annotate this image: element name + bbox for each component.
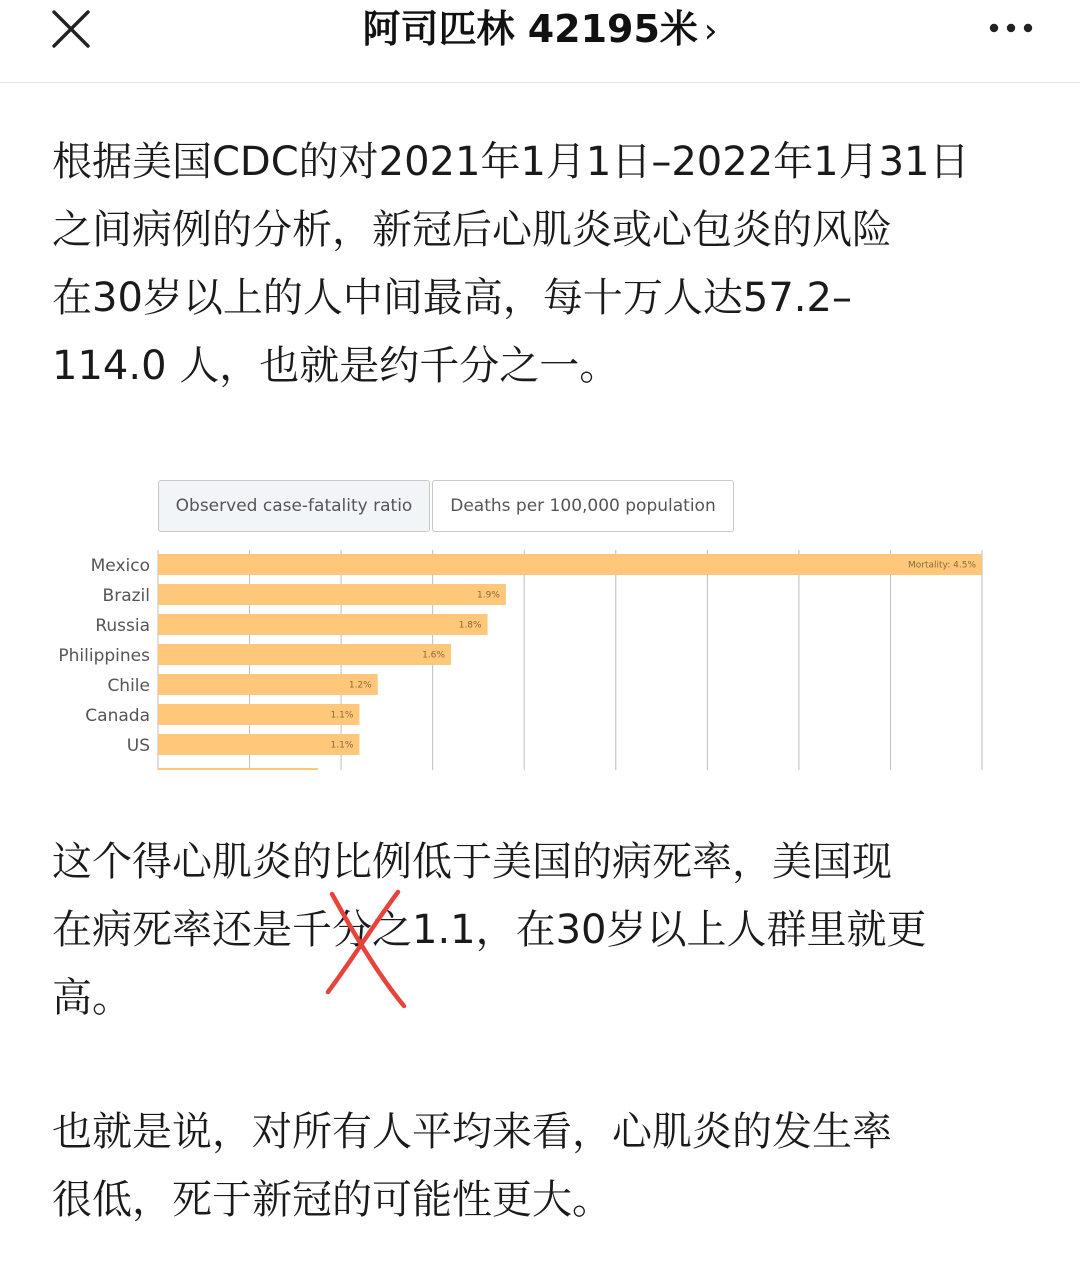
paragraph-line: 在病死率还是千分之1.1，在30岁以上人群里就更	[52, 907, 927, 953]
paragraph-line: 根据美国CDC的对2021年1月1日–2022年1月31日	[52, 139, 970, 185]
chevron-right-icon[interactable]: ›	[703, 11, 718, 51]
paragraph-3	[52, 1098, 1042, 1234]
data-label: 1.9%	[477, 590, 500, 601]
bar	[158, 734, 359, 755]
bar-chart-svg	[52, 470, 992, 770]
paragraph-line: 也就是说，对所有人平均来看，心肌炎的发生率	[52, 1109, 892, 1155]
bar	[158, 554, 982, 575]
data-label: Mortality: 4.5%	[908, 560, 976, 571]
account-name[interactable]: 阿司匹林 42195米	[362, 7, 698, 51]
data-label: 1.1%	[330, 710, 354, 721]
category-label: Philippines	[58, 646, 150, 666]
case-fatality-chart	[52, 470, 992, 770]
paragraph-line: 高。	[52, 975, 132, 1021]
bar	[158, 644, 451, 665]
paragraph-line: 很低，死于新冠的可能性更大。	[52, 1177, 612, 1223]
paragraph-2	[52, 828, 1042, 1032]
bar	[158, 674, 378, 695]
paragraph-line: 在30岁以上的人中间最高，每十万人达57.2–	[52, 275, 852, 321]
data-label: 1.6%	[422, 650, 445, 661]
account-title[interactable]	[0, 4, 1080, 56]
cropped-bar	[158, 768, 318, 770]
paragraph-line: 这个得心肌炎的比例低于美国的病死率，美国现	[52, 839, 892, 885]
paragraph-line: 之间病例的分析，新冠后心肌炎或心包炎的风险	[52, 207, 892, 253]
more-dots-icon[interactable]	[988, 16, 1034, 40]
bar	[158, 584, 506, 605]
paragraph-line: 114.0 人，也就是约千分之一。	[52, 343, 620, 389]
data-label: 1.2%	[348, 680, 372, 691]
category-label: Russia	[95, 616, 150, 636]
tab-deaths-per-100k[interactable]: Deaths per 100,000 population	[432, 480, 734, 532]
category-label: Brazil	[102, 586, 150, 606]
top-bar	[0, 0, 1080, 83]
bar	[158, 614, 488, 635]
category-label: US	[126, 736, 150, 756]
data-label: 1.1%	[330, 740, 354, 751]
category-label: Mexico	[90, 556, 150, 576]
category-label: Canada	[85, 706, 150, 726]
tab-case-fatality-ratio[interactable]: Observed case-fatality ratio	[158, 480, 430, 532]
bar	[158, 704, 359, 725]
paragraph-1	[52, 128, 1042, 400]
category-label: Chile	[107, 676, 150, 696]
data-label: 1.8%	[458, 620, 482, 631]
